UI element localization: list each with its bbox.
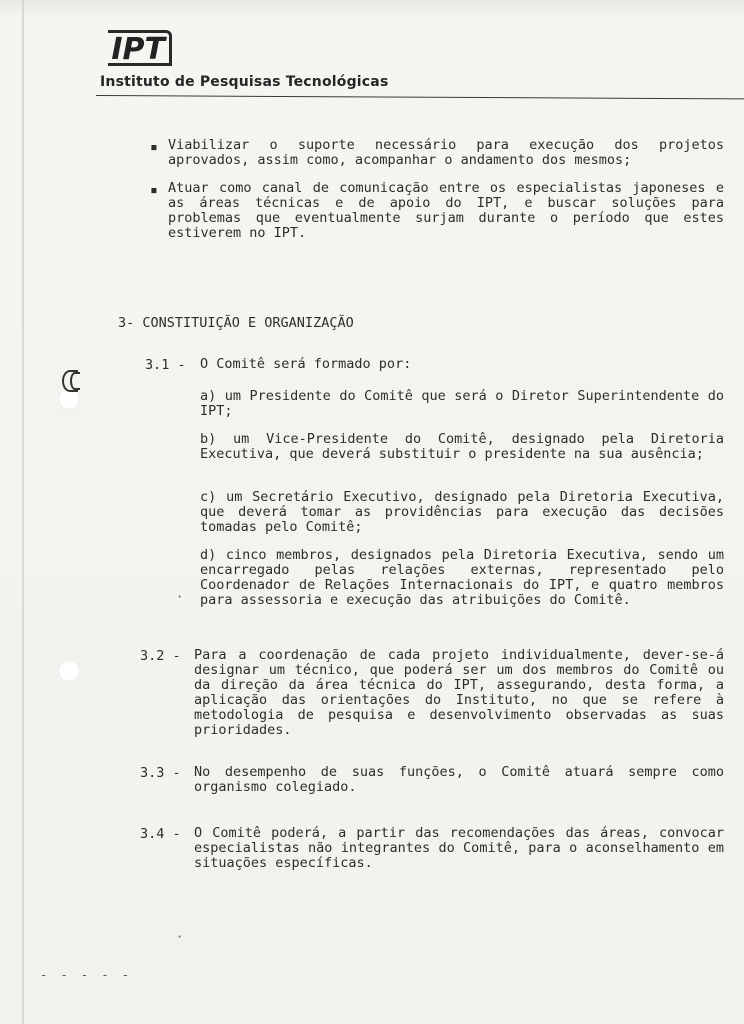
bullet-marker: ▪	[150, 140, 158, 155]
item-text: O Comitê será formado por:	[200, 356, 412, 372]
item-number: 3.3 -	[140, 765, 181, 781]
subitem: a) um Presidente do Comitê que será o Diretor Superintendente do IPT;	[200, 388, 724, 419]
margin-mark-inner	[70, 372, 80, 390]
institution-name: Instituto de Pesquisas Tecnológicas	[100, 74, 389, 90]
scan-edge-shadow	[22, 0, 24, 1024]
item-number: 3.1 -	[145, 357, 186, 373]
section-heading: 3- CONSTITUIÇÃO E ORGANIZAÇÃO	[118, 315, 354, 331]
subitem: d) cinco membros, designados pela Diretoria Executiva, sendo um encarregado pelas relações externas, representado pelo Coordenador de Relações Internacionais do IPT, e quatro membros para assessoria e execução das atribuições do Comitê.	[200, 547, 724, 608]
bullet-item: Viabilizar o suporte necessário para execução dos projetos aprovados, assim como, acompanhar o andamento dos mesmos;	[168, 137, 724, 168]
subitem: c) um Secretário Executivo, designado pela Diretoria Executiva, que deverá tomar as providências para execução das decisões tomadas pelo Comitê;	[200, 489, 724, 535]
scan-speck: ·	[176, 590, 184, 604]
item-number: 3.4 -	[140, 826, 181, 842]
punch-hole-lower	[58, 660, 80, 682]
ipt-logo: IPT	[108, 30, 172, 66]
item-text: No desempenho de suas funções, o Comitê atuará sempre como organismo colegiado.	[194, 764, 724, 795]
bullet-item: Atuar como canal de comunicação entre os especialistas japoneses e as áreas técnicas e de apoio do IPT, e buscar soluções para problemas que eventualmente surjam durante o período que estes estiverem no IPT.	[168, 180, 724, 241]
bullet-marker: ▪	[150, 183, 158, 198]
item-text: Para a coordenação de cada projeto individualmente, dever-se-á designar um técnico, que poderá ser um dos membros do Comitê ou da direção da área técnica do IPT, assegurando, desta forma, a aplicação das orientações do Instituto, no que se refere à metodologia de pesquisa e desenvolvimento observadas as suas prioridades.	[194, 647, 724, 738]
scan-dashes: - - - - -	[40, 968, 133, 982]
header-divider	[96, 95, 744, 99]
scan-top-shadow	[0, 0, 744, 18]
subitem: b) um Vice-Presidente do Comitê, designado pela Diretoria Executiva, que deverá substituir o presidente na sua ausência;	[200, 431, 724, 462]
item-text: O Comitê poderá, a partir das recomendações das áreas, convocar especialistas não integrantes do Comitê, para o aconselhamento em situações específicas.	[194, 825, 724, 871]
item-number: 3.2 -	[140, 648, 181, 664]
scan-speck: ·	[176, 930, 184, 944]
